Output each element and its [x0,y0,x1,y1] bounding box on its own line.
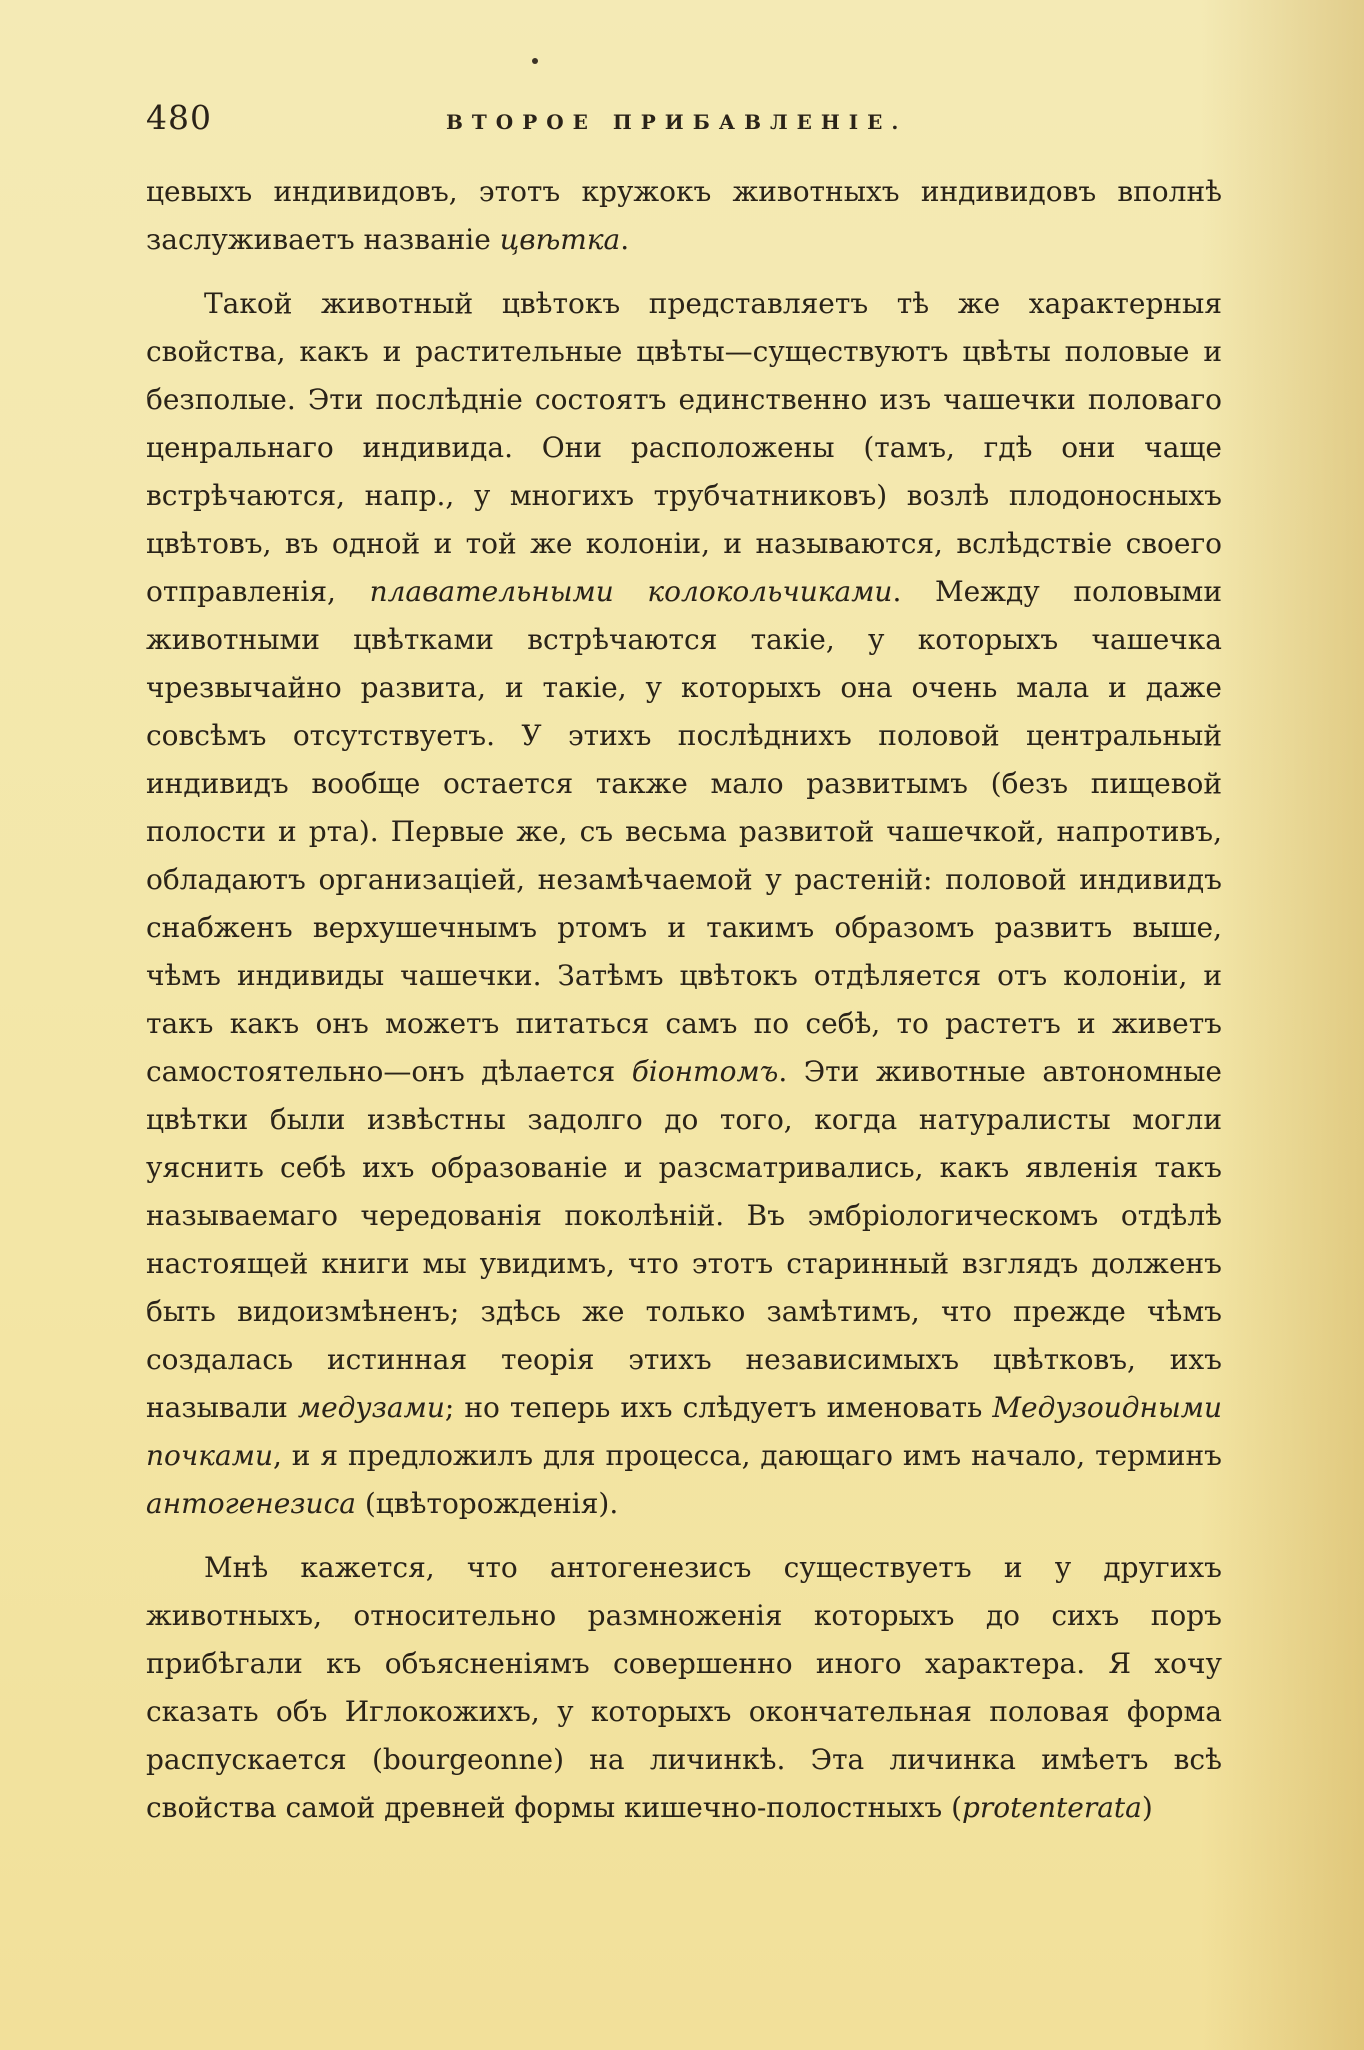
italic-term: медузами [297,1391,445,1424]
italic-term: бiонтомъ [631,1055,779,1088]
ink-dot [532,58,538,64]
paragraph-3 [146,1544,1222,1832]
page-number: 480 [146,98,212,137]
paragraph-2 [146,280,1222,1528]
text-segment: ; но теперь ихъ слѣдуетъ именовать [444,1391,993,1424]
paragraph-1 [146,168,1222,264]
italic-term: антогенезиса [146,1487,356,1520]
text-segment: цевыхъ индивидовъ, этотъ кружокъ животныхъ индивидовъ вполнѣ заслуживаетъ названiе [146,175,1222,256]
text-segment: , и я предложилъ для процесса, дающаго имъ начало, терминъ [272,1439,1222,1472]
text-segment: ) [1141,1791,1153,1824]
text-segment: Такой животный цвѣтокъ представляетъ тѣ же характерныя свойства, какъ и растительные цвѣты—существуютъ цвѣты половые и безполые. Эти послѣднiе состоятъ единственно изъ чашечки половаго ценральнаго индивида. Они расположены (тамъ, гдѣ они чаще встрѣчаются, напр., у многихъ трубчатниковъ) возлѣ плодоносныхъ цвѣтовъ, въ одной и той же колонiи, и называются, вслѣдствiе своего отправленiя, [146,287,1222,608]
text-segment: (цвѣторожденiя). [355,1487,619,1520]
italic-term: цвѣтка [499,223,621,256]
italic-term: Медузоидными почками [146,1391,1223,1472]
running-head: ВТОРОЕ ПРИБАВЛЕНIЕ. [446,110,908,134]
text-segment: Мнѣ кажется, что антогенезисъ существуетъ и у другихъ животныхъ, относительно размноженiя которыхъ до сихъ поръ прибѣгали къ объясненiямъ совершенно иного характера. Я хочу сказать объ Иглокожихъ, у которыхъ окончательная половая форма распускается (bourgeonne) на личинкѣ. Эта личинка имѣетъ всѣ свойства самой древней формы кишечно-полостныхъ ( [146,1551,1222,1824]
italic-term: protenterata [962,1791,1142,1824]
text-segment: . Эти животные автономные цвѣтки были извѣстны задолго до того, когда натуралисты могли уяснить себѣ ихъ образованiе и разсматривались, какъ явленiя такъ называемаго чередованiя поколѣнiй. Въ эмбрiологическомъ отдѣлѣ настоящей книги мы увидимъ, что этотъ старинный взглядъ долженъ быть видоизмѣненъ; здѣсь же только замѣтимъ, что прежде чѣмъ создалась истинная теорiя этихъ независимыхъ цвѣтковъ, ихъ называли [146,1055,1222,1424]
body-text [146,168,1222,1848]
text-segment: . Между половыми животными цвѣтками встрѣчаются такiе, у которыхъ чашечка чрезвычайно развита, и такiе, у которыхъ она очень мала и даже совсѣмъ отсутствуетъ. У этихъ послѣднихъ половой центральный индивидъ вообще остается также мало развитымъ (безъ пищевой полости и рта). Первые же, съ весьма развитой чашечкой, напротивъ, обладаютъ организацiей, незамѣчаемой у растенiй: половой индивидъ снабженъ верхушечнымъ ртомъ и такимъ образомъ развитъ выше, чѣмъ индивиды чашечки. Затѣмъ цвѣтокъ отдѣляется отъ колонiи, и такъ какъ онъ можетъ питаться самъ по себѣ, то растетъ и живетъ самостоятельно—онъ дѣлается [146,575,1222,1088]
italic-term: плавательными колокольчиками [369,575,893,608]
text-segment: . [620,223,630,256]
